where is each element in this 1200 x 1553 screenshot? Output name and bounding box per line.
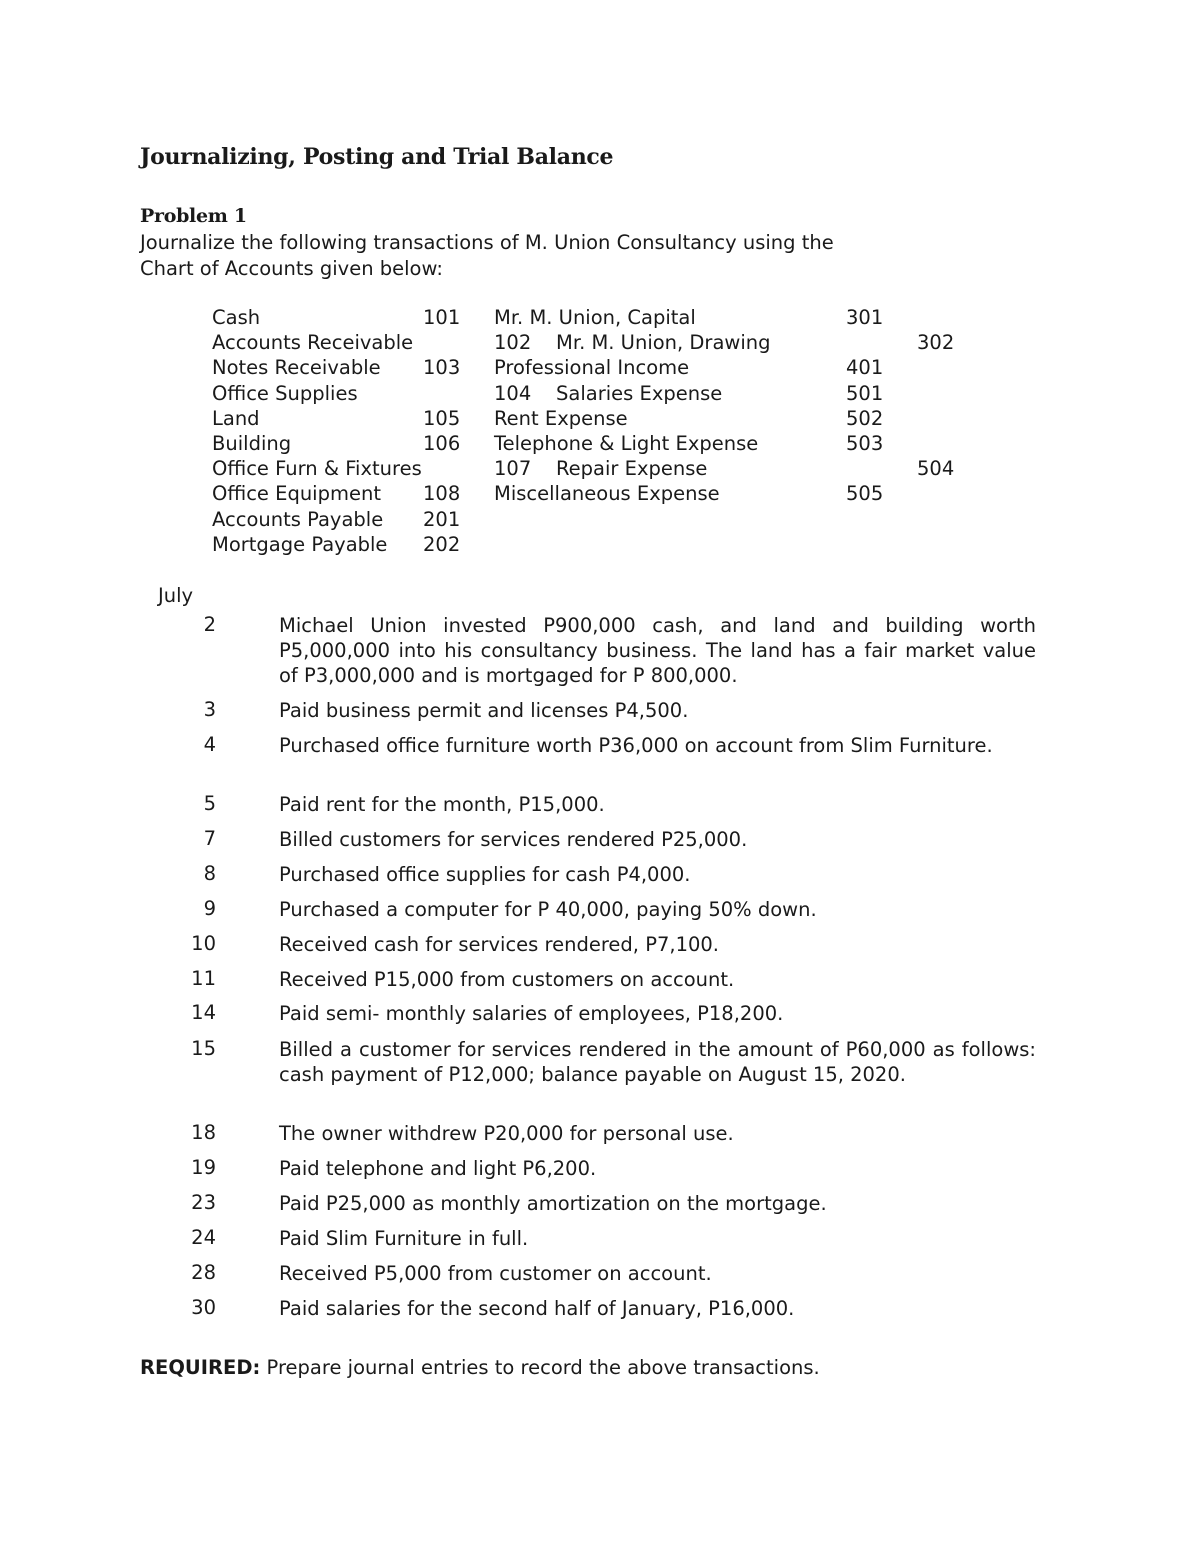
transaction-description: Paid P25,000 as monthly amortization on the mortgage. [279, 1192, 827, 1215]
account-number: 101 [423, 306, 461, 329]
transaction-day: 14 [191, 1001, 216, 1024]
account-number: 501 [846, 381, 884, 405]
account-name: 102 Mr. M. Union, Drawing [494, 331, 771, 355]
account-number: 401 [846, 356, 884, 380]
transaction-day: 3 [203, 698, 216, 721]
transaction-description: Billed a customer for services rendered in the amount of P60,000 as follows: cash payment of P12,000; balance payable on August 15, 2020. [279, 1038, 1036, 1086]
account-number: 503 [846, 432, 884, 455]
account-name: Accounts Receivable [212, 331, 414, 355]
transaction-day: 5 [203, 792, 216, 815]
account-name: Office Equipment [212, 482, 381, 506]
transaction-day: 30 [191, 1296, 216, 1319]
transaction-description: Paid salaries for the second half of January, P16,000. [279, 1297, 795, 1320]
transaction-day: 2 [203, 613, 216, 636]
intro-line: Chart of Accounts given below: [140, 257, 443, 280]
required-label: REQUIRED: [140, 1356, 261, 1379]
account-number: 105 [423, 406, 461, 430]
account-number: 302 [917, 331, 955, 355]
problem-heading: Problem 1 [140, 205, 247, 227]
transaction-day: 19 [191, 1156, 216, 1179]
transaction-description: Purchased a computer for P 40,000, paying 50% down. [279, 898, 817, 921]
transaction-description: Paid Slim Furniture in full. [279, 1227, 529, 1250]
transaction-day: 18 [191, 1121, 216, 1144]
transaction-description: Paid rent for the month, P15,000. [279, 793, 605, 816]
account-name: Notes Receivable [212, 356, 381, 380]
account-number: 106 [423, 432, 461, 455]
account-number: 301 [846, 306, 884, 329]
intro-line: Journalize the following transactions of M. Union Consultancy using the [140, 231, 834, 254]
transaction-description: Paid telephone and light P6,200. [279, 1157, 597, 1180]
account-number: 103 [423, 356, 461, 380]
account-name: Professional Income [494, 356, 690, 380]
transaction-description: Purchased office furniture worth P36,000 on account from Slim Furniture. [279, 734, 993, 757]
transaction-day: 4 [203, 733, 216, 756]
month-label: July [158, 584, 194, 607]
account-number: 108 [423, 482, 461, 506]
transaction-day: 9 [203, 897, 216, 920]
transaction-day: 23 [191, 1191, 216, 1214]
account-name: Rent Expense [494, 406, 628, 430]
transaction-day: 28 [191, 1261, 216, 1284]
transaction-description: Received P15,000 from customers on account. [279, 968, 735, 991]
transaction-day: 10 [191, 932, 216, 955]
required-instruction [140, 1356, 820, 1379]
account-name: Office Furn & Fixtures [212, 457, 422, 481]
account-name: Cash [212, 306, 261, 329]
transaction-day: 8 [203, 862, 216, 885]
transaction-day: 24 [191, 1226, 216, 1249]
account-name: Land [212, 406, 260, 430]
transaction-day: 7 [203, 827, 216, 850]
account-name: 107 Repair Expense [494, 457, 708, 481]
document-title: Journalizing, Posting and Trial Balance [140, 144, 614, 170]
account-name: Accounts Payable [212, 507, 384, 531]
transaction-description: Paid semi- monthly salaries of employees, P18,200. [279, 1002, 784, 1025]
transaction-description: The owner withdrew P20,000 for personal use. [279, 1122, 734, 1145]
transaction-description: Purchased office supplies for cash P4,000. [279, 863, 691, 886]
account-number: 504 [917, 457, 955, 481]
account-name: Mortgage Payable [212, 532, 388, 556]
transaction-description: Michael Union invested P900,000 cash, and land and building worth P5,000,000 into his consultancy business. The land has a fair market value of P3,000,000 and is mortgaged for P 800,000. [279, 614, 1036, 687]
transaction-day: 15 [191, 1037, 216, 1060]
transaction-description: Received P5,000 from customer on account. [279, 1262, 712, 1285]
account-name: Mr. M. Union, Capital [494, 306, 696, 329]
account-name: Building [212, 432, 292, 455]
account-number: 201 [423, 507, 461, 531]
transaction-day: 11 [191, 967, 216, 990]
account-number: 202 [423, 532, 461, 556]
transaction-description: Received cash for services rendered, P7,100. [279, 933, 719, 956]
account-number: 502 [846, 406, 884, 430]
account-name: Telephone & Light Expense [494, 432, 759, 455]
account-number: 505 [846, 482, 884, 506]
transaction-description: Paid business permit and licenses P4,500. [279, 699, 689, 722]
account-name: Office Supplies [212, 381, 358, 405]
account-name: 104 Salaries Expense [494, 381, 723, 405]
required-text: Prepare journal entries to record the above transactions. [266, 1356, 820, 1379]
transaction-description: Billed customers for services rendered P25,000. [279, 828, 748, 851]
account-name: Miscellaneous Expense [494, 482, 720, 506]
